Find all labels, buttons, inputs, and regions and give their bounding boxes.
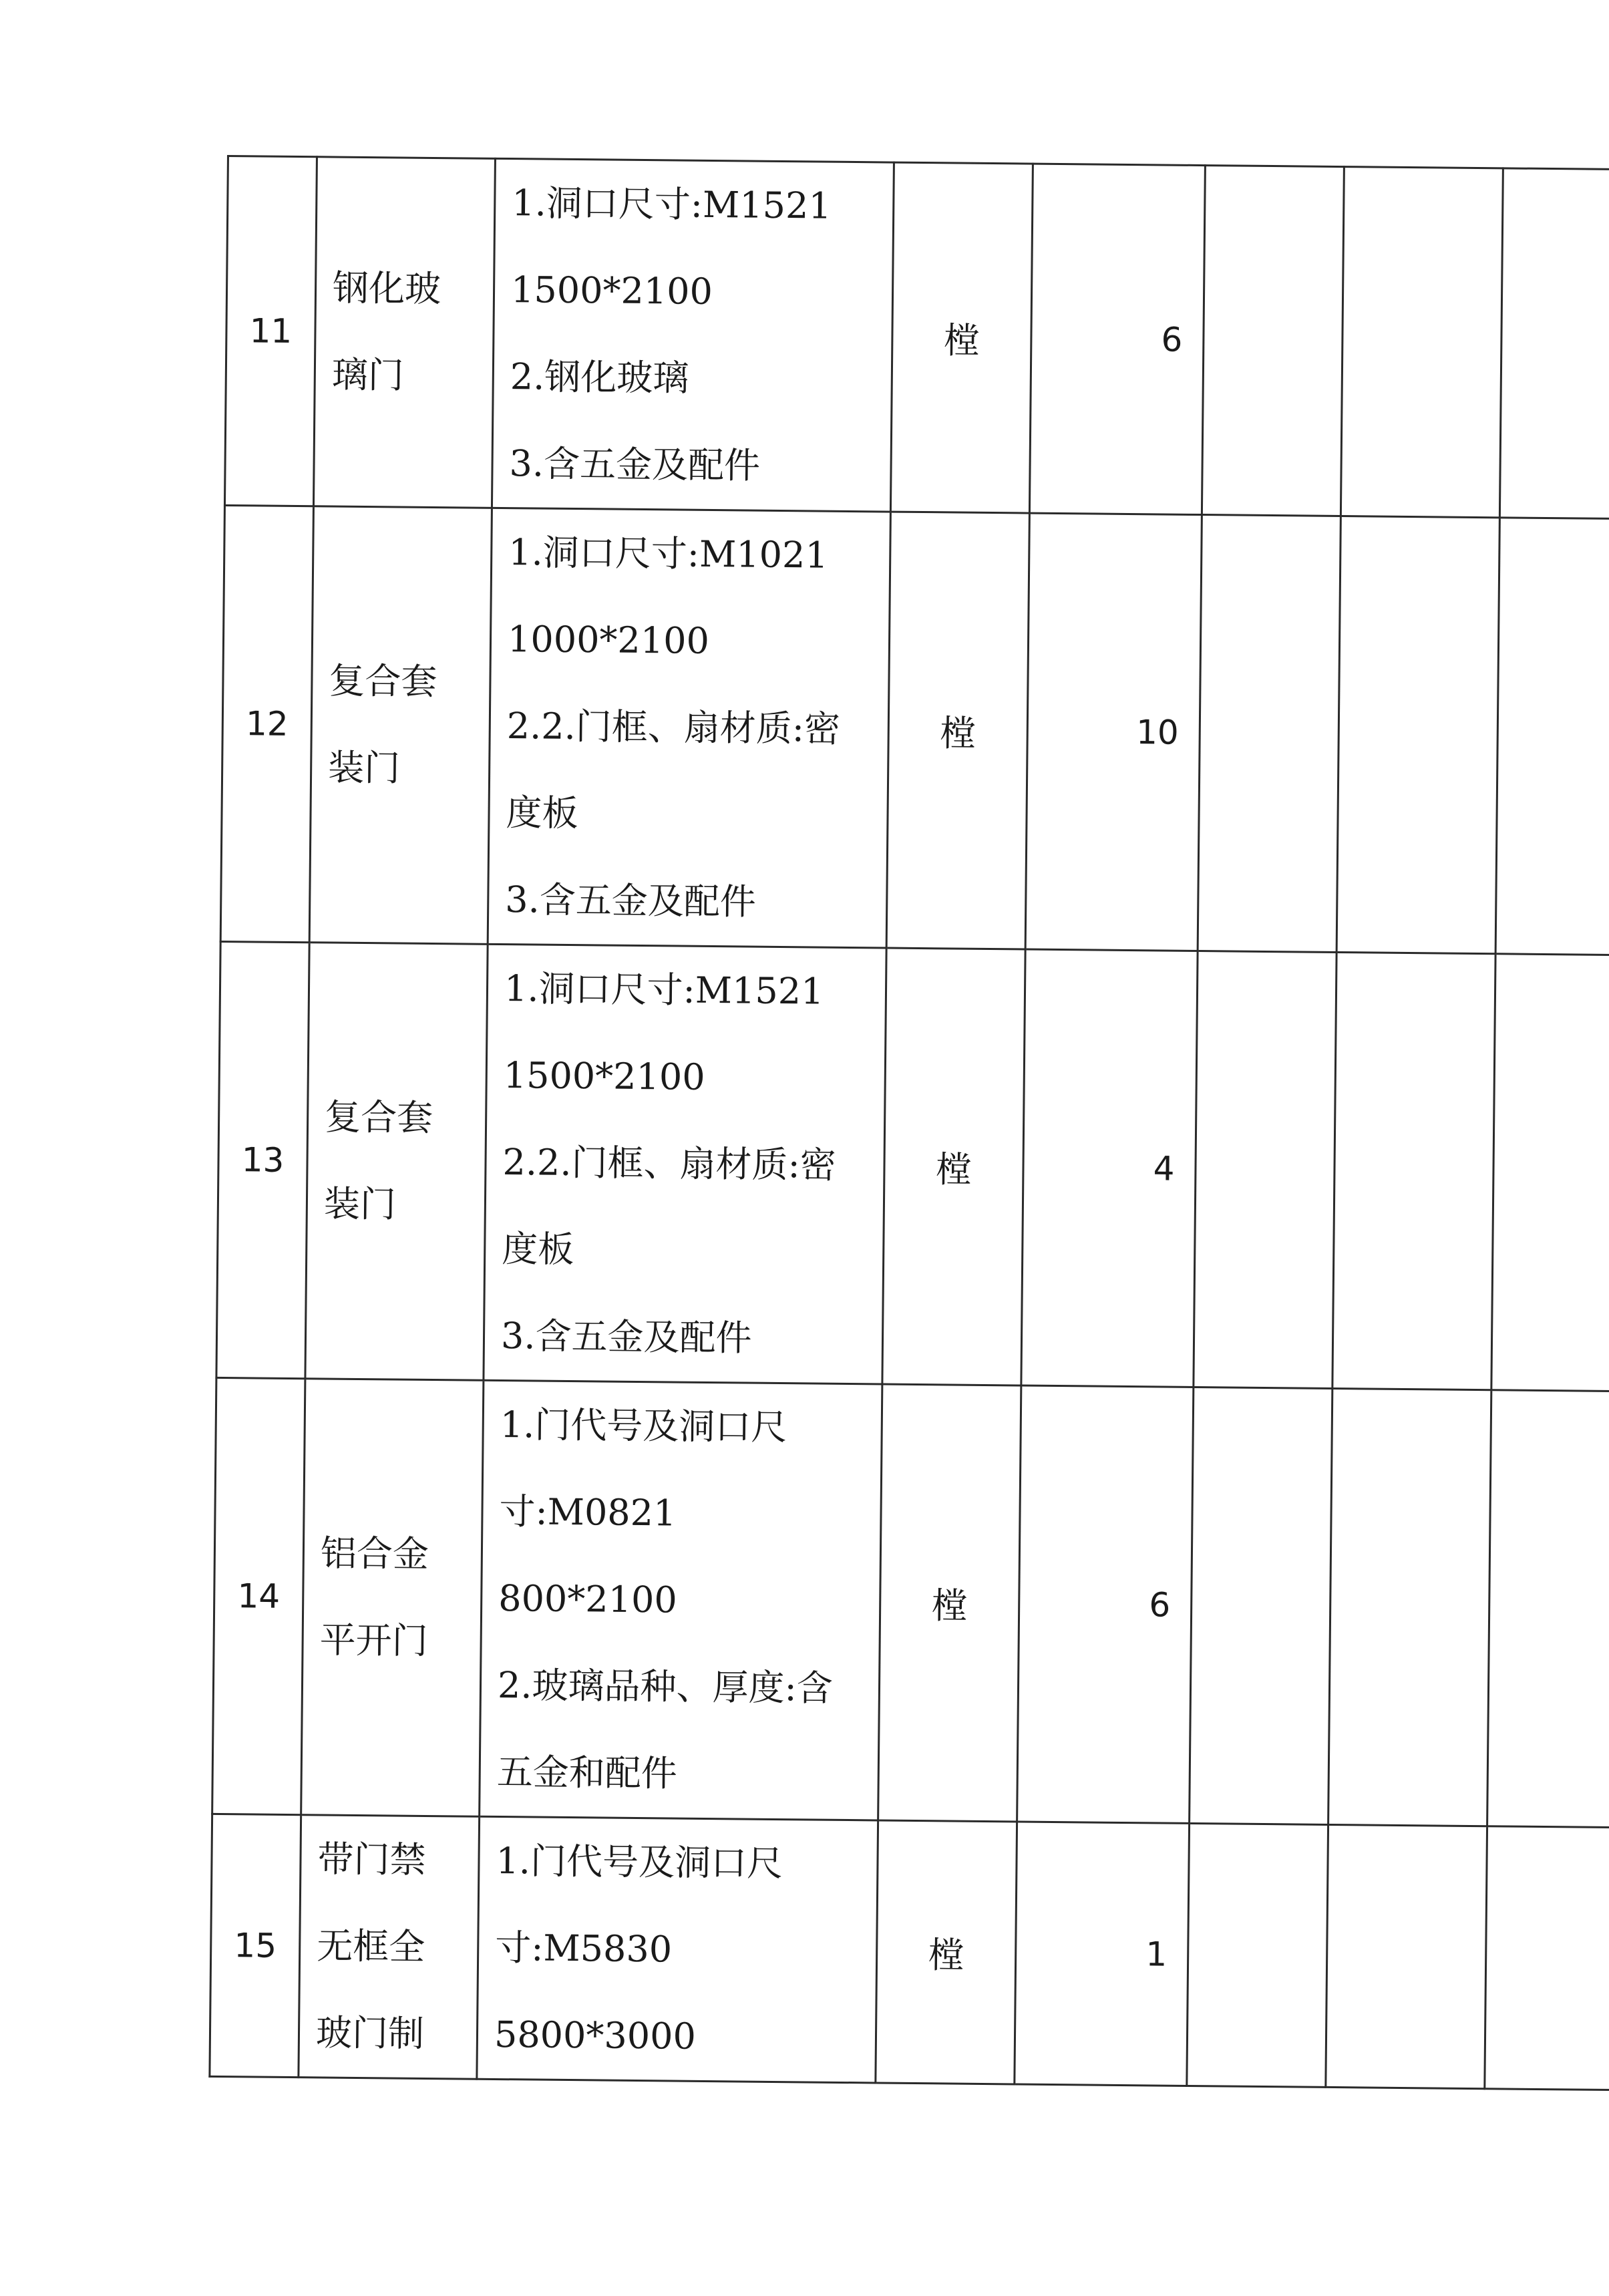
- items-table: [208, 155, 1609, 2091]
- item-number: 13: [216, 941, 309, 1378]
- empty-cell: [1332, 953, 1495, 1390]
- item-description: [480, 1380, 882, 1820]
- item-unit: 樘: [876, 1820, 1017, 2084]
- empty-cell: [1340, 167, 1503, 518]
- description-line: 1000*2100: [507, 618, 710, 662]
- item-unit: 樘: [886, 512, 1029, 949]
- description-line: 3.含五金及配件: [500, 1315, 752, 1359]
- item-quantity: 6: [1029, 164, 1205, 514]
- item-name-line: 铝合金: [320, 1532, 429, 1575]
- empty-cell: [1326, 1824, 1487, 2088]
- item-name-line: 璃门: [331, 353, 405, 397]
- item-name-line: 复合套: [324, 1096, 433, 1140]
- item-name-line: 装门: [323, 1182, 397, 1226]
- item-number: 11: [224, 156, 317, 506]
- description-line: 度板: [501, 1228, 574, 1271]
- item-quantity: 1: [1015, 1822, 1190, 2086]
- item-name-line: 钢化玻: [332, 267, 441, 311]
- item-quantity: 10: [1025, 513, 1202, 951]
- description-line: 1.洞口尺寸:M1021: [508, 531, 829, 577]
- item-description: [488, 508, 890, 948]
- description-line: 1.门代号及洞口尺: [500, 1404, 787, 1449]
- item-name: [309, 506, 492, 945]
- empty-cell: [1487, 1390, 1609, 1828]
- item-description: [484, 944, 886, 1384]
- description-line: 1500*2100: [503, 1054, 705, 1098]
- empty-cell: [1491, 954, 1609, 1391]
- description-line: 2.2.门框、扇材质:密: [506, 705, 841, 750]
- description-line: 1500*2100: [510, 269, 713, 313]
- item-description: [477, 1816, 878, 2083]
- table-sheet: [208, 155, 1576, 2090]
- item-unit: 樘: [882, 948, 1025, 1385]
- item-quantity: 4: [1021, 949, 1198, 1387]
- item-name-line: 平开门: [319, 1619, 428, 1662]
- table-row: [216, 941, 1609, 1391]
- item-name-line: 带门禁: [317, 1838, 426, 1881]
- item-name: [313, 157, 495, 508]
- empty-cell: [1499, 168, 1609, 519]
- item-name-line: 装门: [327, 746, 401, 790]
- description-line: 1.洞口尺寸:M1521: [504, 967, 824, 1013]
- description-line: 寸:M5830: [494, 1926, 673, 1971]
- item-name: [299, 1815, 480, 2080]
- description-line: 800*2100: [498, 1577, 678, 1621]
- table-row: [212, 1377, 1609, 1827]
- item-name: [301, 1379, 484, 1817]
- empty-cell: [1187, 1823, 1328, 2087]
- description-line: 3.含五金及配件: [509, 442, 761, 487]
- empty-cell: [1194, 951, 1336, 1389]
- description-line: 2.2.门框、扇材质:密: [502, 1141, 837, 1186]
- item-unit: 樘: [890, 162, 1033, 513]
- item-unit: 樘: [878, 1384, 1021, 1822]
- item-number: 12: [220, 505, 313, 942]
- description-line: 度板: [506, 792, 578, 835]
- table-row: [224, 156, 1609, 519]
- empty-cell: [1328, 1388, 1491, 1826]
- table-row: [220, 505, 1609, 955]
- item-name: [305, 943, 488, 1381]
- empty-cell: [1190, 1387, 1332, 1824]
- item-name-line: 无框全: [316, 1925, 425, 1968]
- item-quantity: 6: [1017, 1385, 1194, 1823]
- item-number: 15: [210, 1814, 301, 2077]
- description-line: 寸:M0821: [499, 1490, 677, 1534]
- table-row: [210, 1814, 1609, 2090]
- description-line: 1.洞口尺寸:M1521: [512, 182, 832, 227]
- empty-cell: [1202, 166, 1344, 516]
- empty-cell: [1336, 516, 1499, 954]
- empty-cell: [1485, 1826, 1609, 2090]
- description-line: 2.钢化玻璃: [510, 355, 689, 399]
- description-line: 3.含五金及配件: [505, 878, 757, 923]
- item-name-line: 玻门制: [315, 2011, 425, 2055]
- item-name-line: 复合套: [329, 659, 437, 703]
- item-description: [492, 158, 894, 512]
- description-line: 1.门代号及洞口尺: [496, 1839, 783, 1885]
- empty-cell: [1198, 515, 1340, 953]
- empty-cell: [1495, 518, 1609, 955]
- description-line: 2.玻璃品种、厚度:含: [497, 1663, 834, 1709]
- description-line: 5800*3000: [494, 2013, 697, 2058]
- item-number: 14: [212, 1377, 305, 1814]
- description-line: 五金和配件: [496, 1750, 678, 1795]
